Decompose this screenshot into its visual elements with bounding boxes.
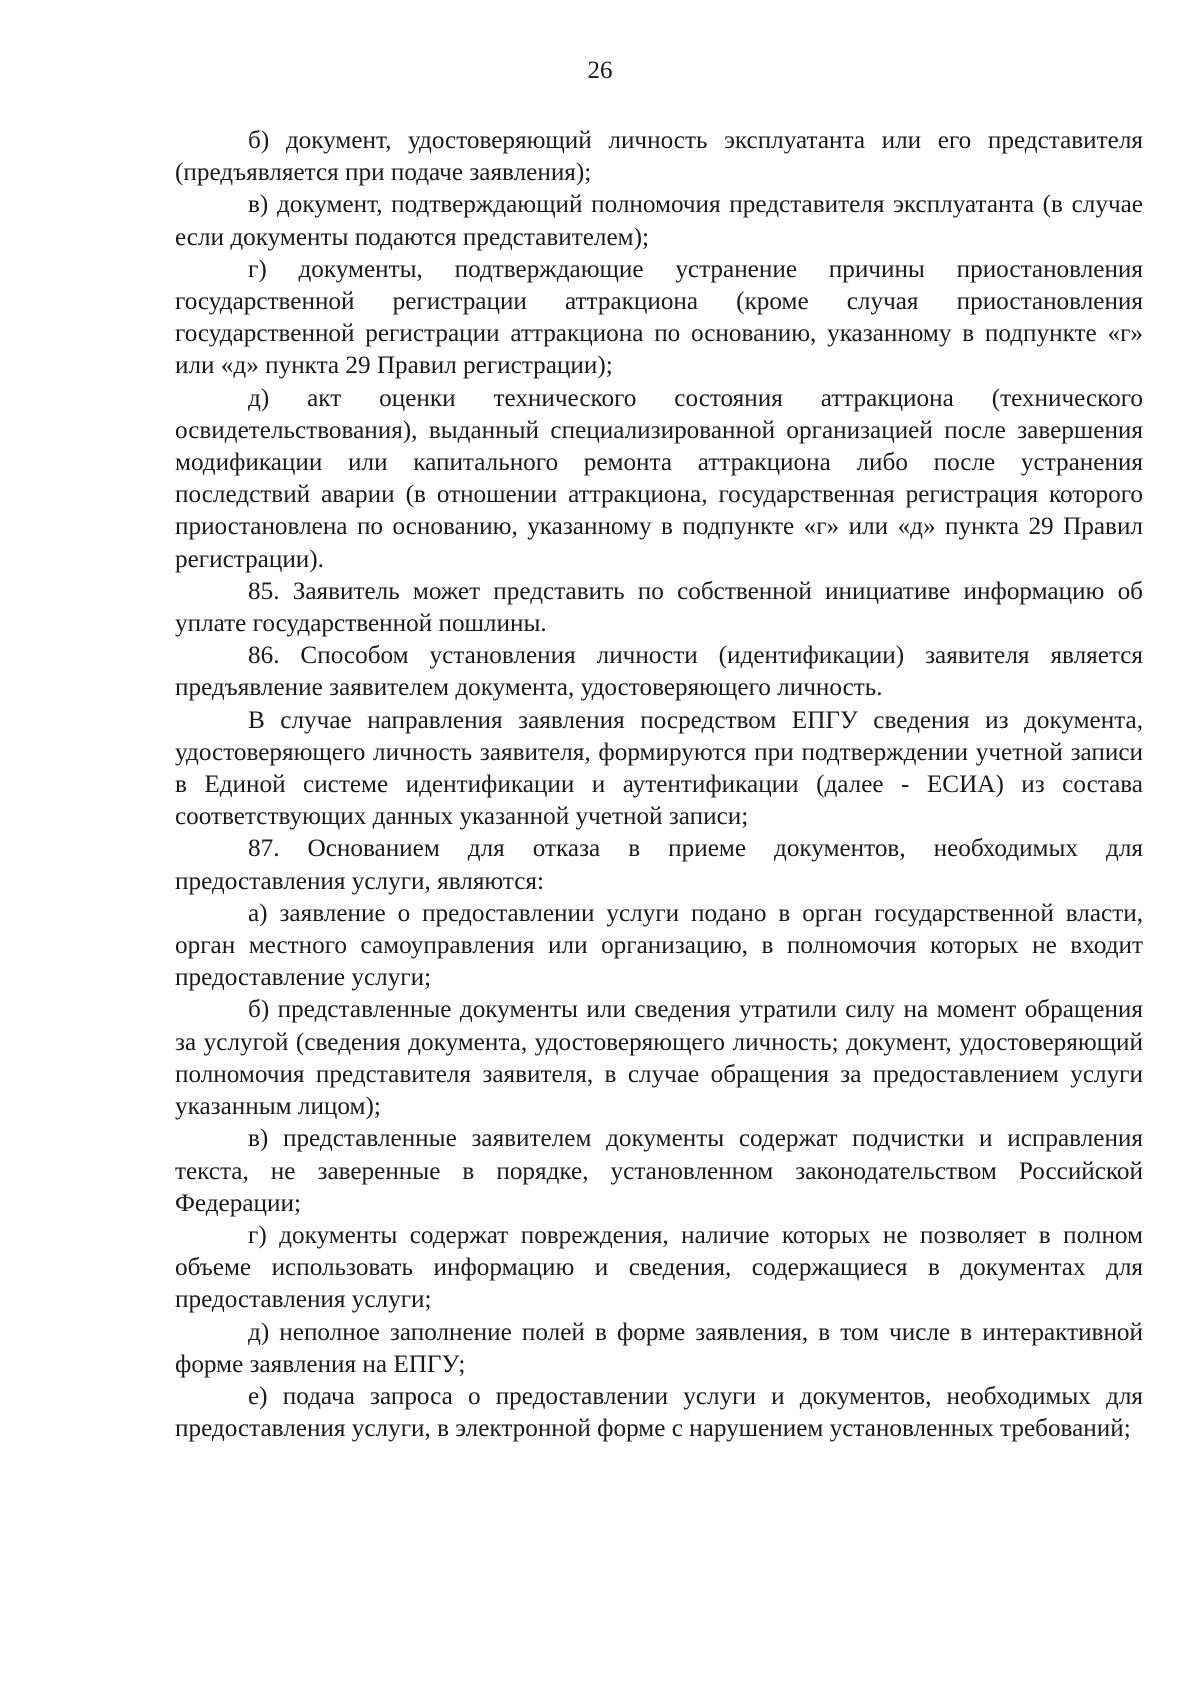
paragraph-epgu-esia: В случае направления заявления посредством ЕПГУ сведения из документа, удостоверяющего личность заявителя, формируются при подтверждении учетной записи в Единой системе идентификации и аутентификации (далее - ЕСИА) из состава соответствующих данных указанной учетной записи; (175, 706, 1143, 831)
paragraph-87-a: а) заявление о предоставлении услуги подано в орган государственной власти, орган местного самоуправления или организацию, в полномочия которых не входит предоставление услуги; (175, 899, 1143, 992)
paragraph-g-suspension-removal: г) документы, подтверждающие устранение причины приостановления государственной регистрации аттракциона (кроме случая приостановления государственной регистрации аттракциона по основанию, указанному в подпункте «г» или «д» пункта 29 Правил регистрации); (175, 255, 1143, 380)
paragraph-86-identification: 86. Способом установления личности (идентификации) заявителя является предъявление заявителем документа, удостоверяющего личность. (175, 642, 1143, 702)
paragraph-87-e: е) подача запроса о предоставлении услуги и документов, необходимых для предоставления услуги, в электронной форме с нарушением установленных требований; (175, 1382, 1143, 1443)
paragraph-87-b: б) представленные документы или сведения утратили силу на момент обращения за услугой (сведения документа, удостоверяющего личность; документ, удостоверяющий полномочия представителя заявителя, в случае обращения за предоставлением услуги указанным лицом); (175, 996, 1143, 1121)
paragraph-87-g: г) документы содержат повреждения, наличие которых не позволяет в полном объеме использовать информацию и сведения, содержащиеся в документах для предоставления услуги; (175, 1221, 1143, 1314)
document-body (175, 125, 1143, 1445)
paragraph-85-fee-info: 85. Заявитель может представить по собственной инициативе информацию об уплате государственной пошлины. (175, 577, 1143, 638)
paragraph-b-identity-document: б) документ, удостоверяющий личность эксплуатанта или его представителя (предъявляется при подаче заявления); (175, 127, 1143, 187)
paragraph-87-d: д) неполное заполнение полей в форме заявления, в том числе в интерактивной форме заявления на ЕПГУ; (175, 1318, 1143, 1378)
paragraph-v-representative-authority: в) документ, подтверждающий полномочия представителя эксплуатанта (в случае если документы подаются представителем); (175, 191, 1143, 251)
page-number: 26 (587, 57, 613, 84)
paragraph-d-technical-assessment: д) акт оценки технического состояния аттракциона (технического освидетельствования), выданный специализированной организацией после завершения модификации или капитального ремонта аттракциона либо после устранения последствий аварии (в отношении аттракциона, государственная регистрация которого приостановлена по основанию, указанному в подпункте «г» или «д» пункта 29 Правил регистрации). (175, 384, 1143, 573)
paragraph-87-refusal-grounds: 87. Основанием для отказа в приеме документов, необходимых для предоставления услуги, являются: (175, 835, 1143, 895)
paragraph-87-v: в) представленные заявителем документы содержат подчистки и исправления текста, не заверенные в порядке, установленном законодательством Российской Федерации; (175, 1125, 1143, 1217)
